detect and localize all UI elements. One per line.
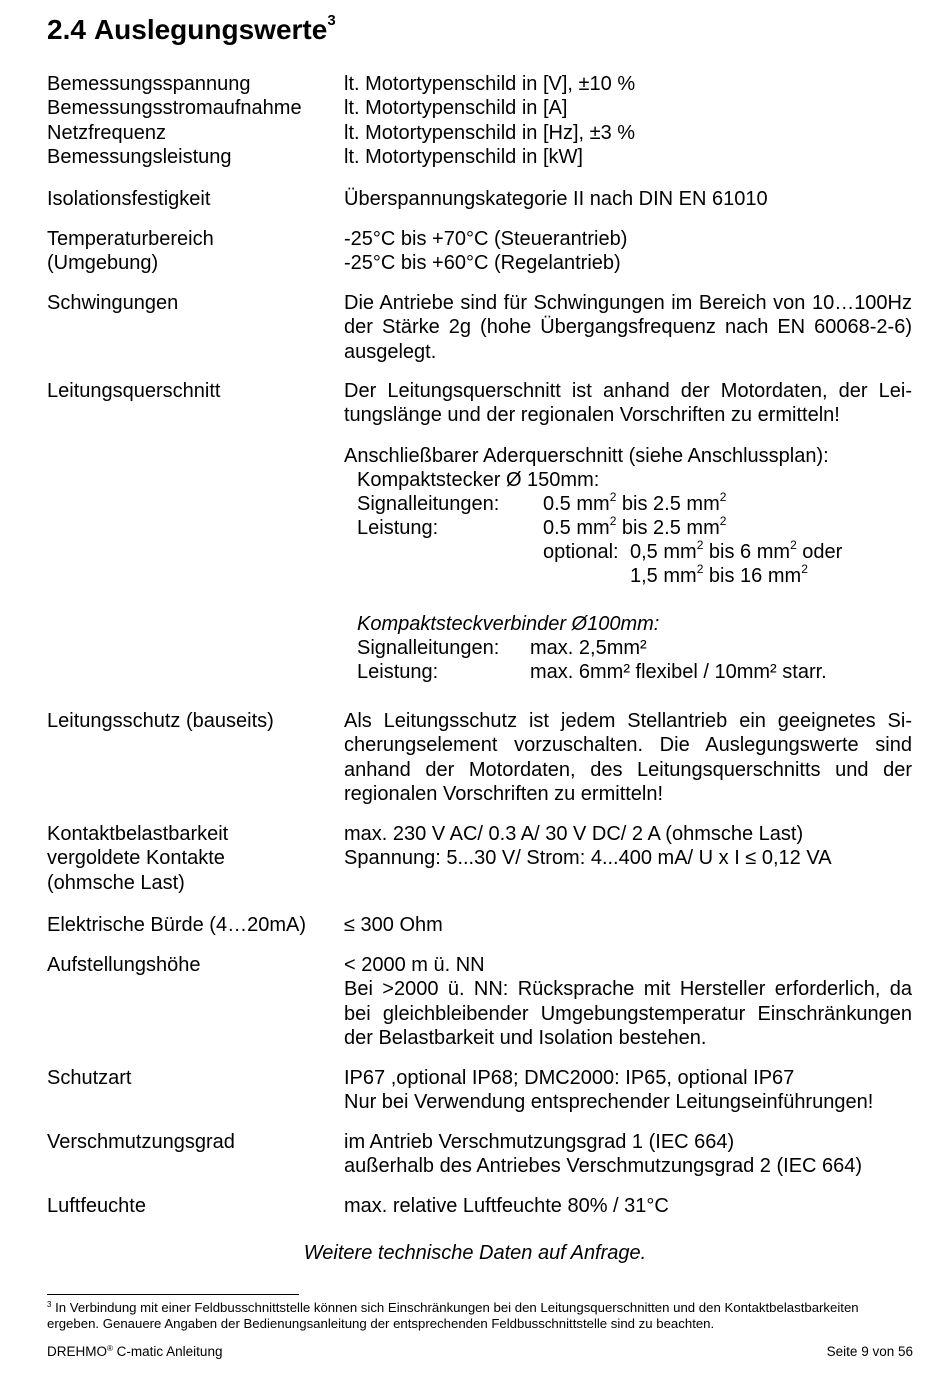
burden-label: Elektrische Bürde (4…20mA) [47,914,306,936]
rated-labels [47,72,337,170]
connector-signal-value: max. 2,5mm² [530,637,647,659]
pollution-label: Verschmutzungsgrad [47,1131,235,1153]
sup-2: 2 [696,562,704,576]
cable-protection-label: Leitungsschutz (bauseits) [47,710,274,732]
value-rated-power: lt. Motortypenschild in [kW] [344,146,583,169]
value-rated-voltage: lt. Motortypenschild in [V], ±10 % [344,73,636,95]
footnote-text: In Verbindung mit einer Feldbusschnittstelle können sich Einschränkungen bei den Leitungsquerschnitten und den Kontaktbelastbarkeiten ergeben. Genauere Angaben der Bedienungsanleitung der entsprechenden Feldbusschnittstelle sind zu beachten. [47,1300,859,1331]
value-temp-control: -25°C bis +70°C (Steuerantrieb) [344,228,628,250]
section-heading [47,14,336,46]
value-rated-current: lt. Motortypenschild in [A] [344,97,568,120]
label-temperature: Temperaturbereich [47,228,214,250]
optional-2-from: 1,5 mm [630,565,697,587]
page-number: Seite 9 von 56 [826,1344,913,1359]
vibration-value: Die Antriebe sind für Schwingungen im Bereich von 10…100Hz der Stärke 2g (hohe Übergangsfrequenz nach EN 60068-2-6) ausgelegt. [344,292,912,363]
footnote [47,1300,913,1331]
footnote-ref: 3 [327,12,336,29]
optional-label: optional: [543,541,619,563]
protection-ip: IP67 ,optional IP68; DMC2000: IP65, optional IP67 [344,1067,795,1089]
label-rated-current: Bemessungsstromaufnahme [47,97,302,120]
insulation-value: Überspannungskategorie II nach DIN EN 61010 [344,188,768,210]
label-ambient: (Umgebung) [47,252,159,275]
optional-2-to: bis 16 mm [703,565,802,587]
compact-plug-heading: Kompaktstecker Ø 150mm: [357,469,600,491]
altitude-values [344,953,912,1051]
footer-document-title [47,1344,222,1359]
vibration-label: Schwingungen [47,292,179,314]
cable-label: Leitungsquerschnitt [47,380,221,402]
value-gold-contacts: Spannung: 5...30 V/ Strom: 4...400 mA/ U x I ≤ 0,12 VA [344,847,832,870]
cable-protection-value: Als Leitungsschutz ist jedem Stellantrieb ein geeignetes Sicherungselement vorzuschalten. Die Auslegungswerte sind anhand der Motordaten, des Leitungsquerschnitts und der regionalen Vorschriften zu ermitteln! [344,710,912,806]
label-frequency: Netzfrequenz [47,121,166,144]
cable-value: Der Leitungsquerschnitt ist anhand der Motordaten, der Leitungslänge und der regionalen Vorschriften zu ermitteln! [344,380,912,427]
label-ohmic-load: (ohmsche Last) [47,871,185,894]
sup-2: 2 [609,514,617,528]
label-rated-power: Bemessungsleistung [47,146,232,169]
connector-power-label: Leistung: [357,661,439,683]
altitude-limit: < 2000 m ü. NN [344,954,485,976]
value-frequency: lt. Motortypenschild in [Hz], ±3 % [344,121,636,144]
optional-value-1 [630,540,842,564]
optional-1-to: bis 6 mm [703,541,791,563]
protection-note: Nur bei Verwendung entsprechender Leitungseinführungen! [344,1091,874,1114]
compact-connector-heading: Kompaktsteckverbinder Ø100mm: [357,613,660,635]
pollution-outside: außerhalb des Antriebes Verschmutzungsgrad 2 (IEC 664) [344,1155,863,1178]
insulation-label: Isolationsfestigkeit [47,188,211,210]
contacts-labels [47,822,337,895]
registered-mark: ® [107,1344,113,1353]
signal-to: bis 2.5 mm [616,493,720,515]
pollution-inside: im Antrieb Verschmutzungsgrad 1 (IEC 664) [344,1131,735,1153]
humidity-value: max. relative Luftfeuchte 80% / 31°C [344,1195,669,1217]
signal-label: Signalleitungen: [357,493,500,515]
footnote-number: 3 [47,1300,52,1309]
optional-value-2 [630,564,808,588]
protection-values [344,1066,912,1115]
section-number: 2.4 [47,14,86,45]
altitude-note: Bei >2000 ü. NN: Rücksprache mit Hersteller erforderlich, da bei gleichbleibender Umgebungstemperatur Einschränkungen der Belastbarkeit und Isolation bestehen. [344,978,912,1050]
connectable-heading: Anschließbarer Aderquerschnitt (siehe Anschlussplan): [344,445,829,467]
footer-brand: DREHMO [47,1344,107,1359]
altitude-label: Aufstellungshöhe [47,954,201,976]
sup-2: 2 [609,490,617,504]
rated-values [344,72,912,170]
power-value [543,516,726,540]
value-contact-load: max. 230 V AC/ 0.3 A/ 30 V DC/ 2 A (ohmsche Last) [344,823,804,845]
sup-2: 2 [719,514,727,528]
optional-1-suffix: oder [796,541,843,563]
label-contact-load: Kontaktbelastbarkeit [47,823,229,845]
connector-power-value: max. 6mm² flexibel / 10mm² starr. [530,661,827,683]
label-gold-contacts: vergoldete Kontakte [47,847,225,870]
connector-signal-label: Signalleitungen: [357,637,500,659]
temperature-labels [47,227,337,276]
contacts-values [344,822,912,871]
temperature-values [344,227,912,276]
label-rated-voltage: Bemessungsspannung [47,73,251,95]
protection-label: Schutzart [47,1067,132,1089]
further-data-note: Weitere technische Daten auf Anfrage. [303,1242,647,1264]
sup-2: 2 [696,538,704,552]
humidity-label: Luftfeuchte [47,1195,146,1217]
sup-2: 2 [801,562,808,576]
signal-from: 0.5 mm [543,493,610,515]
sup-2: 2 [719,490,727,504]
sup-2: 2 [790,538,797,552]
signal-value [543,492,726,516]
burden-value: ≤ 300 Ohm [344,914,443,936]
power-from: 0.5 mm [543,517,610,539]
optional-1-from: 0,5 mm [630,541,697,563]
footer-product: C-matic Anleitung [112,1344,223,1359]
value-temp-regulating: -25°C bis +60°C (Regelantrieb) [344,252,621,275]
footnote-divider [47,1294,299,1295]
section-title: Auslegungswerte [93,14,328,45]
power-label: Leistung: [357,517,439,539]
pollution-values [344,1130,912,1179]
power-to: bis 2.5 mm [616,517,720,539]
